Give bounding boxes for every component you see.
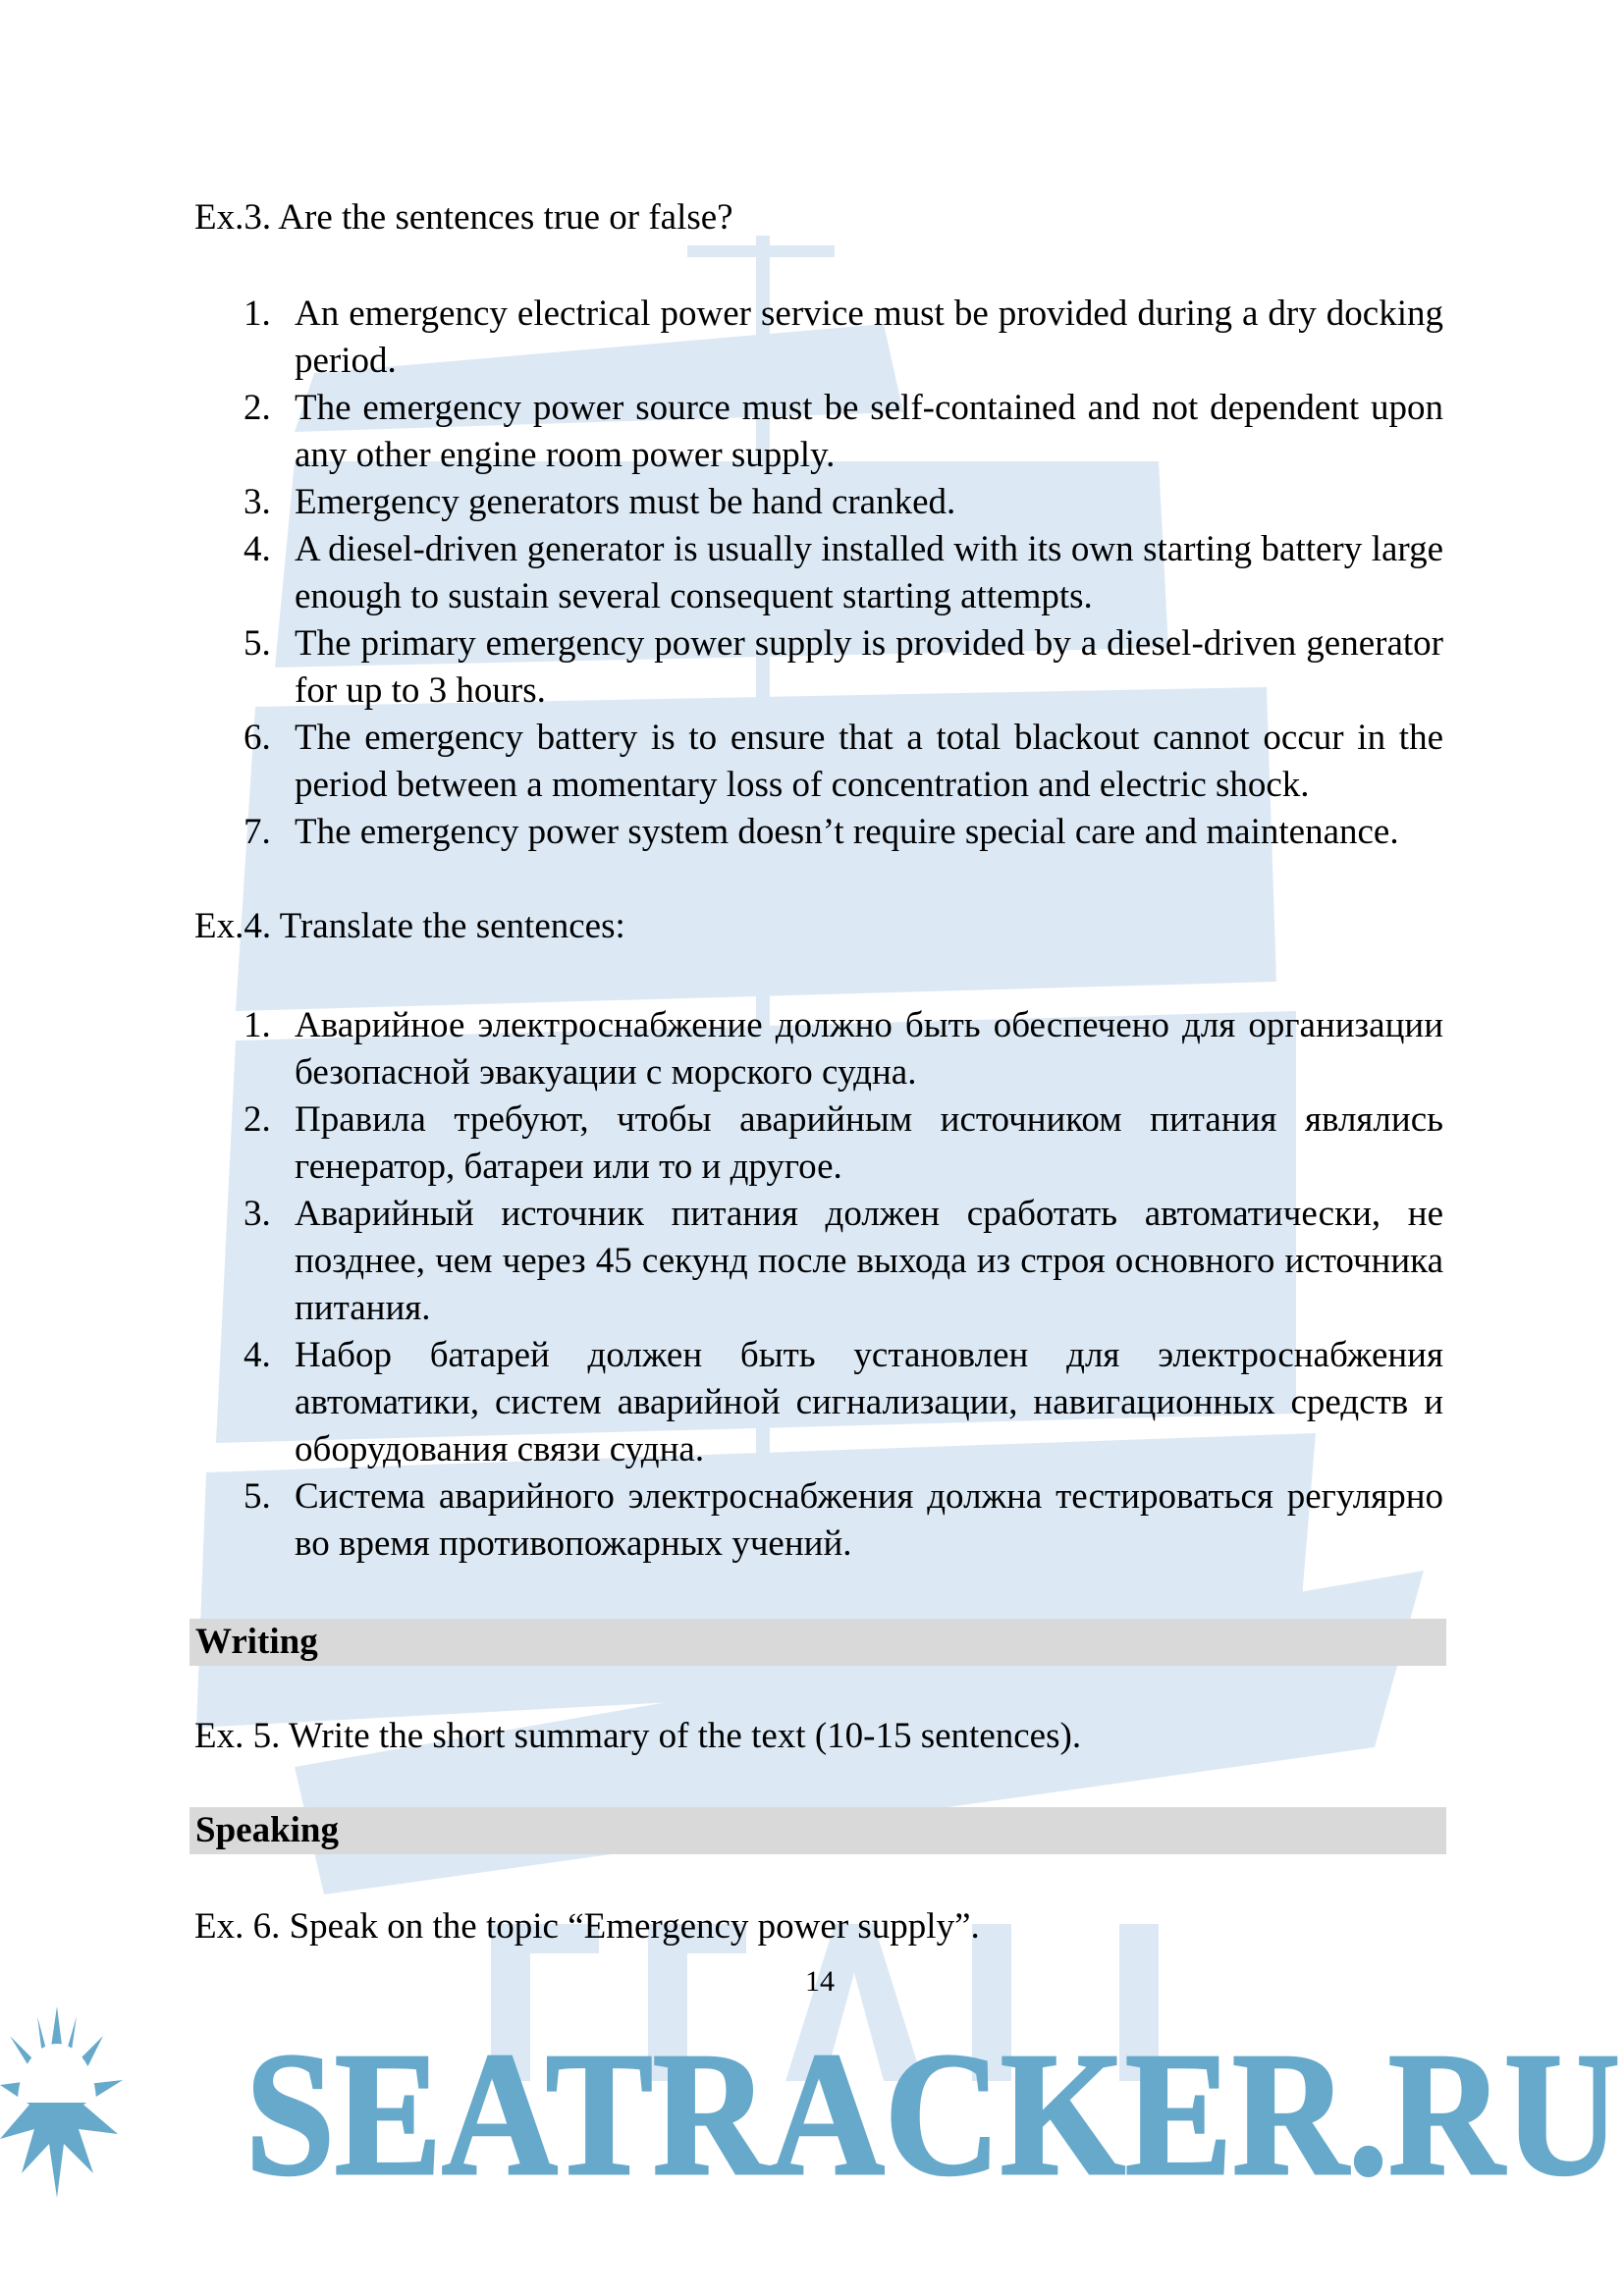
- ex3-heading: Ex.3. Are the sentences true or false?: [194, 197, 733, 238]
- sun-icon: [0, 2006, 123, 2198]
- list-item: [244, 291, 1443, 385]
- ex4-heading: Ex.4. Translate the sentences:: [194, 906, 625, 946]
- item-number: 5.: [244, 1476, 271, 1517]
- list-item: [244, 809, 1443, 856]
- item-text: Emergency generators must be hand cranked.: [295, 482, 956, 522]
- page-number: 14: [805, 1965, 835, 1998]
- ex3-list: [244, 291, 1443, 856]
- item-number: 3.: [244, 1194, 271, 1234]
- item-text: Аварийное электроснабжение должно быть обеспечено для организации безопасной эвакуации с морского судна.: [295, 1005, 1443, 1093]
- item-number: 5.: [244, 623, 271, 664]
- item-text: Набор батарей должен быть установлен для электроснабжения автоматики, систем аварийной сигнализации, навигационных средств и оборудования связи судна.: [295, 1335, 1443, 1469]
- list-item: [244, 715, 1443, 809]
- item-text: The emergency battery is to ensure that a total blackout cannot occur in the period between a momentary loss of concentration and electric shock.: [295, 718, 1443, 805]
- item-number: 1.: [244, 1005, 271, 1045]
- item-text: The primary emergency power supply is provided by a diesel-driven generator for up to 3 hours.: [295, 623, 1443, 711]
- list-item: [244, 1002, 1443, 1096]
- list-item: [244, 1473, 1443, 1568]
- item-text: An emergency electrical power service must be provided during a dry docking period.: [295, 294, 1443, 381]
- ex5-text: Ex. 5. Write the short summary of the text (10-15 sentences).: [194, 1716, 1082, 1756]
- item-text: Аварийный источник питания должен сработать автоматически, не позднее, чем через 45 секунд после выхода из строя основного источника питания.: [295, 1194, 1443, 1328]
- speaking-title: Speaking: [195, 1810, 340, 1850]
- seatracker-logo: [0, 2005, 1624, 2202]
- item-number: 4.: [244, 1335, 271, 1375]
- item-text: Правила требуют, чтобы аварийным источником питания являлись генератор, батареи или то и другое.: [295, 1099, 1443, 1187]
- item-number: 7.: [244, 812, 271, 852]
- seatracker-logo-text: SEATRACKER.RU: [245, 2016, 1620, 2202]
- list-item: [244, 1332, 1443, 1473]
- item-number: 1.: [244, 294, 271, 334]
- list-item: [244, 385, 1443, 479]
- writing-title: Writing: [195, 1622, 318, 1662]
- speaking-section-bar: [189, 1807, 1446, 1854]
- item-number: 2.: [244, 1099, 271, 1140]
- item-number: 2.: [244, 388, 271, 428]
- item-number: 6.: [244, 718, 271, 758]
- item-text: Система аварийного электроснабжения должна тестироваться регулярно во время противопожарных учений.: [295, 1476, 1443, 1564]
- item-number: 3.: [244, 482, 271, 522]
- item-number: 4.: [244, 529, 271, 569]
- item-text: The emergency power system doesn’t require special care and maintenance.: [295, 812, 1399, 852]
- list-item: [244, 526, 1443, 620]
- ex4-list: [244, 1002, 1443, 1568]
- list-item: [244, 1096, 1443, 1191]
- list-item: [244, 1191, 1443, 1332]
- item-text: A diesel-driven generator is usually installed with its own starting battery large enough to sustain several consequent starting attempts.: [295, 529, 1443, 616]
- list-item: [244, 479, 1443, 526]
- item-text: The emergency power source must be self-contained and not dependent upon any other engine room power supply.: [295, 388, 1443, 475]
- ex6-text: Ex. 6. Speak on the topic “Emergency power supply”.: [194, 1906, 980, 1947]
- list-item: [244, 620, 1443, 715]
- writing-section-bar: [189, 1619, 1446, 1666]
